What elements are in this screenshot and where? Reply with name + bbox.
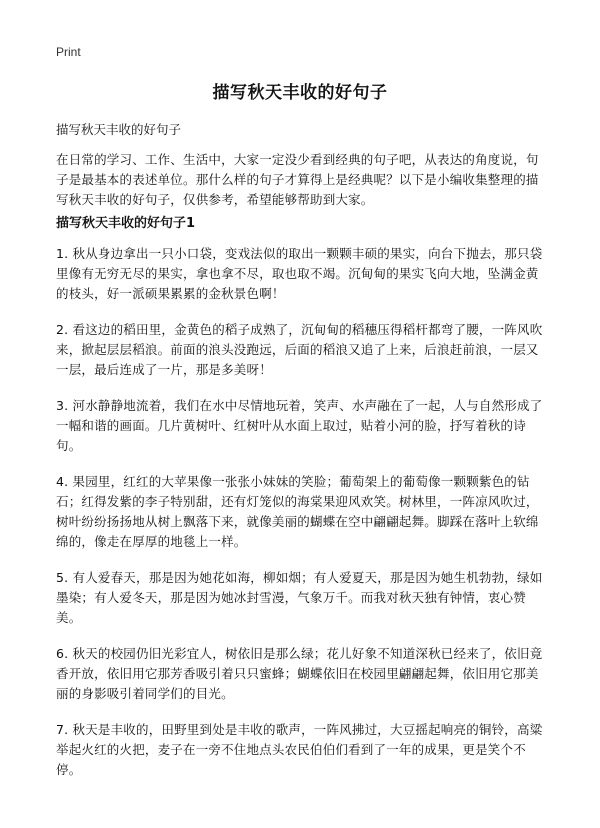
section-heading: 描写秋天丰收的好句子1	[56, 216, 196, 231]
sentence-item-4: 4. 果园里，红红的大苹果像一张张小妹妹的笑脸；葡萄架上的葡萄像一颗颗紫色的钻石；红得发紫的李子特别甜，还有灯笼似的海棠果迎风欢笑。树林里，一阵凉风吹过，树叶纷纷扬扬地从树上飘落下来，就像美丽的蝴蝶在空中翩翩起舞。脚踩在落叶上软绵绵的，像走在厚厚的地毯上一样。	[56, 474, 539, 549]
print-link[interactable]: Print	[56, 45, 81, 59]
sentence-item-1: 1. 秋从身边拿出一只小口袋，变戏法似的取出一颗颗丰硕的果实，向台下抛去，那只袋里像有无穷无尽的果实，拿也拿不尽，取也取不竭。沉甸甸的果实飞向大地，坠满金黄的枝头，好一派硕果累累的金秋景色啊！	[56, 246, 543, 301]
intro-paragraph: 在日常的学习、工作、生活中，大家一定没少看到经典的句子吧，从表达的角度说，句子是最基本的表述单位。那什么样的句子才算得上是经典呢？以下是小编收集整理的描写秋天丰收的好句子，仅供参考，希望能够帮助到大家。	[56, 152, 539, 207]
sentence-item-5: 5. 有人爱春天，那是因为她花如海，柳如烟；有人爱夏天，那是因为她生机勃勃，绿如墨染；有人爱冬天，那是因为她冰封雪漫，气象万千。而我对秋天独有钟情，衷心赞美。	[56, 570, 543, 625]
sentence-item-2: 2. 看这边的稻田里，金黄色的稻子成熟了，沉甸甸的稻穗压得稻杆都弯了腰，一阵风吹来，掀起层层稻浪。前面的浪头没跑远，后面的稻浪又追了上来，后浪赶前浪，一层又一层，最后连成了一片，那是多美呀！	[56, 322, 543, 377]
page-title: 描写秋天丰收的好句子	[212, 83, 388, 103]
sentence-list	[56, 244, 548, 796]
sentence-item-7: 7. 秋天是丰收的，田野里到处是丰收的歌声，一阵风拂过，大豆摇起响亮的铜铃，高粱举起火红的火把，麦子在一旁不住地点头农民伯伯们看到了一年的成果，更是笑个不停。	[56, 722, 543, 777]
sentence-item-6: 6. 秋天的校园仍旧光彩宜人，树依旧是那么绿；花儿好象不知道深秋已经来了，依旧竟香开放，依旧用它那芳香吸引着只只蜜蜂；蝴蝶依旧在校园里翩翩起舞，依旧用它那美丽的身影吸引着同学们的目光。	[56, 646, 543, 701]
subtitle: 描写秋天丰收的好句子	[56, 122, 182, 137]
sentence-item-3: 3. 河水静静地流着，我们在水中尽情地玩着，笑声、水声融在了一起，人与自然形成了一幅和谐的画面。几片黄树叶、红树叶从水面上取过，贴着小河的脸，抒写着秋的诗句。	[56, 398, 543, 453]
